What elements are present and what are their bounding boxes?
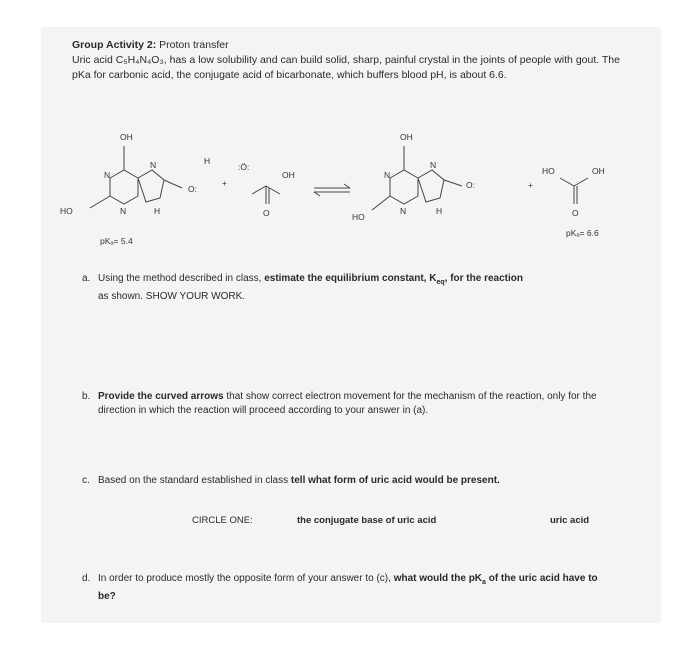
right-n2-label: N (430, 160, 437, 170)
left-n1-label: N (104, 170, 111, 180)
right-oh-label: OH (400, 132, 413, 142)
left-nh-label: H (154, 206, 161, 216)
carbonic-ho-label: HO (542, 166, 555, 176)
left-o-lone-label: O: (188, 184, 197, 194)
option-conjugate-base[interactable]: the conjugate base of uric acid (297, 515, 437, 526)
left-oh-label: OH (120, 132, 133, 142)
right-n1-label: N (384, 170, 391, 180)
left-ho-label: HO (60, 206, 73, 216)
reaction-diagram (42, 28, 660, 268)
right-o-lone-label: O: (466, 180, 475, 190)
plus-2: + (528, 180, 533, 190)
left-n2-label: N (150, 160, 157, 170)
left-h-label: H (204, 156, 211, 166)
carbonic-oh-label: OH (592, 166, 605, 176)
carbonic-o-label: O (572, 208, 579, 218)
right-ho-label: HO (352, 212, 365, 222)
bicarbonate-oh-label: OH (282, 170, 295, 180)
question-d: d. In order to produce mostly the opposite form of your answer to (c), what would the $pK_a$ of the uric acid have to be? (82, 573, 598, 602)
question-c: c. Based on the standard established in class tell what form of uric acid would be present. (82, 475, 500, 486)
right-n3-label: N (400, 206, 407, 216)
right-nh-label: H (436, 206, 443, 216)
activity-title: Group Activity 2: Proton transfer (72, 39, 229, 51)
question-b: b. Provide the curved arrows that show correct electron movement for the mechanism of the reaction, only for the direction in which the reaction will proceed according to your answer in (a). (82, 391, 597, 416)
bicarbonate-o-label: O (263, 208, 270, 218)
worksheet-page (42, 28, 660, 622)
plus-1: + (222, 178, 227, 188)
pka-right-label: pKₐ= 6.6 (566, 228, 599, 238)
option-uric-acid[interactable]: uric acid (550, 515, 590, 526)
pka-left-label: pKₐ= 5.4 (100, 236, 133, 246)
intro-text: Uric acid C₅H₄N₄O₃, has a low solubility and can build solid, sharp, painful crystal in the joints of people with gout. The pKa for carbonic acid, the conjugate acid of bicarbonate, which buffers blood pH, is about 6.6. (72, 54, 620, 81)
circle-one-label: CIRCLE ONE: (192, 515, 253, 526)
question-a: a. Using the method described in class, estimate the equilibrium constant, $K_{eq}$, for the reaction as shown. SHOW YOUR WORK. (82, 273, 523, 302)
bicarbonate-anion-label: :Ö: (238, 162, 250, 172)
left-n3-label: N (120, 206, 127, 216)
